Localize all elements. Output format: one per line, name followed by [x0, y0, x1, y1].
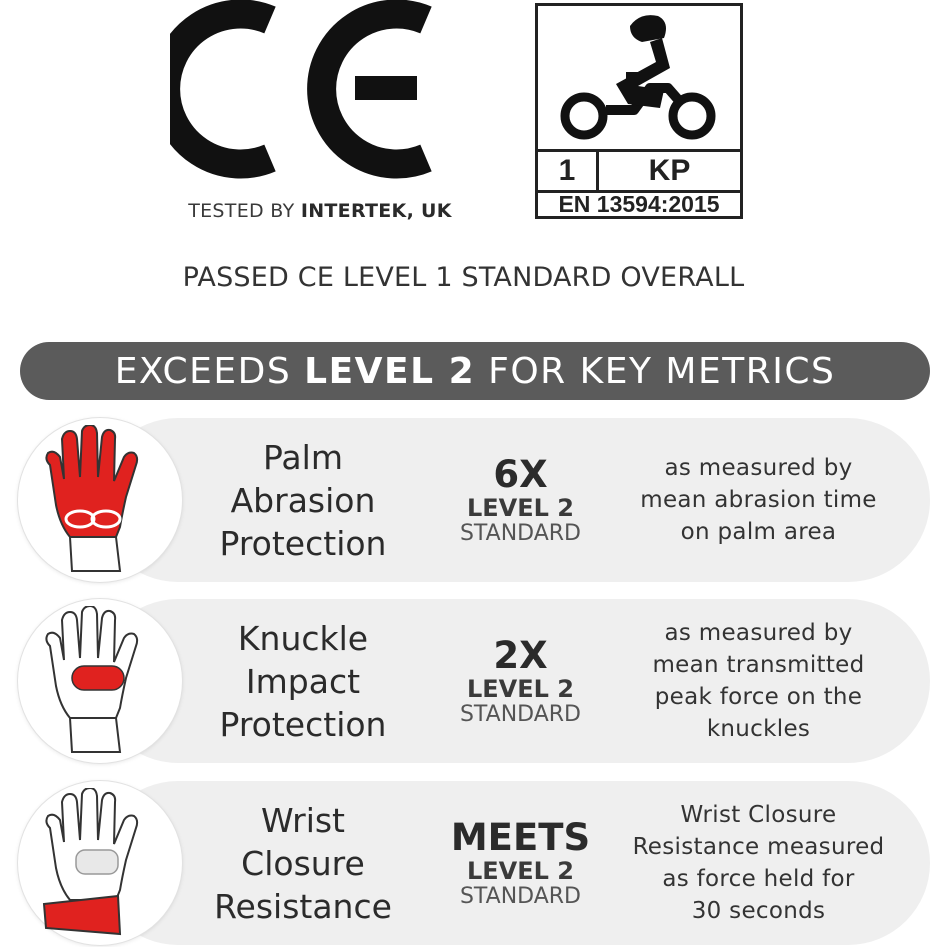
desc-line: as measured by — [664, 620, 853, 646]
title-line: Resistance — [214, 886, 392, 926]
badge-standard: EN 13594:2015 — [558, 190, 720, 217]
metric-value: 6X — [493, 452, 548, 496]
title-line: Wrist — [260, 800, 345, 840]
title-line: Protection — [219, 523, 387, 563]
title-line: Palm — [263, 437, 343, 477]
passed-statement: PASSED CE LEVEL 1 STANDARD OVERALL — [182, 262, 745, 293]
metric-row-knuckle — [18, 599, 930, 763]
metric-standard: STANDARD — [459, 883, 582, 909]
metric-value-block — [438, 599, 603, 763]
title-line: Protection — [219, 704, 387, 744]
title-line: Impact — [245, 661, 361, 701]
badge-level: 1 — [538, 152, 599, 190]
title-line: Abrasion — [230, 480, 376, 520]
metric-title — [193, 418, 413, 582]
banner-suffix: FOR KEY METRICS — [488, 350, 836, 392]
metric-level: LEVEL 2 — [466, 674, 574, 703]
metric-value-block — [438, 418, 603, 582]
metric-value: 2X — [493, 633, 548, 677]
title-line: Closure — [241, 843, 365, 883]
title-line: Knuckle — [237, 618, 369, 658]
glove-palm-icon — [18, 418, 182, 582]
desc-line: as force held for — [662, 866, 855, 892]
desc-line: Resistance measured — [632, 834, 885, 860]
metric-standard: STANDARD — [459, 520, 582, 546]
tested-by-lab: INTERTEK, UK — [300, 200, 452, 222]
exceeds-banner — [20, 342, 930, 400]
desc-line: peak force on the — [654, 684, 863, 710]
metric-description — [616, 781, 901, 945]
metric-row-palm — [18, 418, 930, 582]
desc-line: Wrist Closure — [680, 802, 837, 828]
tested-by-prefix: TESTED BY — [188, 200, 295, 222]
badge-category: KP — [648, 154, 691, 187]
desc-line: mean abrasion time — [640, 487, 877, 513]
metric-description — [616, 599, 901, 763]
glove-knuckle-icon — [18, 599, 182, 763]
desc-line: on palm area — [680, 519, 837, 545]
motorcyclist-icon — [538, 6, 740, 148]
ce-mark-logo — [170, 0, 440, 190]
metric-title — [193, 781, 413, 945]
metric-level: LEVEL 2 — [466, 493, 574, 522]
banner-highlight: LEVEL 2 — [304, 350, 476, 392]
metric-value-block — [438, 781, 603, 945]
metric-row-wrist — [18, 781, 930, 945]
desc-line: as measured by — [664, 455, 853, 481]
metric-description — [616, 418, 901, 582]
metric-level: LEVEL 2 — [466, 856, 574, 885]
metric-title — [193, 599, 413, 763]
motorcycle-standard-badge — [535, 3, 743, 219]
glove-wrist-icon — [18, 781, 182, 945]
tested-by-text — [140, 200, 500, 222]
desc-line: knuckles — [706, 716, 811, 742]
metric-standard: STANDARD — [459, 701, 582, 727]
desc-line: mean transmitted — [652, 652, 865, 678]
desc-line: 30 seconds — [691, 898, 826, 924]
banner-prefix: EXCEEDS — [114, 350, 292, 392]
metric-value: MEETS — [450, 815, 591, 859]
